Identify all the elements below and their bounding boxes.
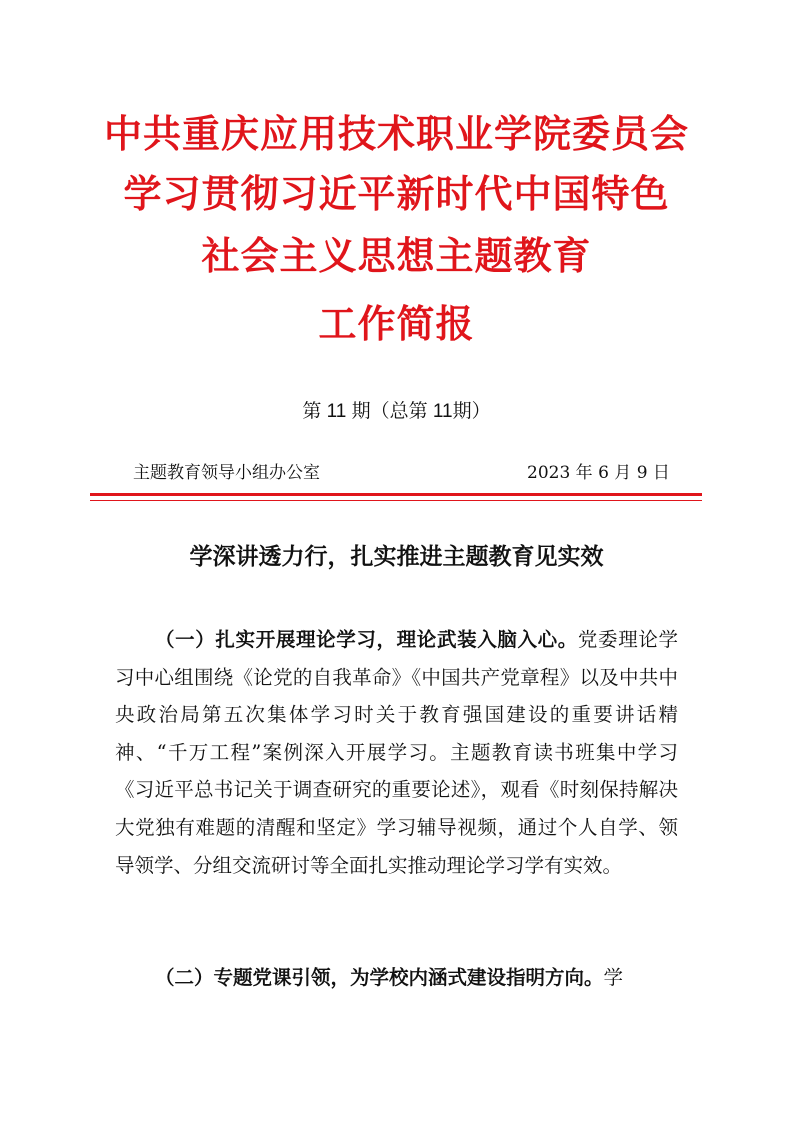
title-line-2: 学习贯彻习近平新时代中国特色 [123, 171, 670, 216]
header-divider-thin [90, 500, 702, 501]
issue-date: 2023 年 6 月 9 日 [527, 463, 670, 483]
title-line-1: 中共重庆应用技术职业学院委员会 [103, 111, 689, 156]
title-line-3: 社会主义思想主题教育 [201, 233, 592, 278]
issue-number: 第 11 期（总第 11期） [302, 401, 491, 422]
paragraph-2-lead: （二）专题党课引领，为学校内涵式建设指明方向。 [155, 966, 604, 989]
article-headline: 学深讲透力行，扎实推进主题教育见实效 [189, 544, 604, 570]
header-divider-thick [90, 493, 702, 496]
paragraph-1-text: 党委理论学习中心组围绕《论党的自我革命》《中国共产党章程》以及中共中央政治局第五次集体学习时关于教育强国建设的重要讲话精神、“千万工程”案例深入开展学习。主题教育读书班集中学习《习近平总书记关于调查研究的重要论述》，观看《时刻保持解决大党独有难题的清醒和坚定》学习辅导视频，通过个人自学、领导领学、分组交流研讨等全面扎实推动理论学习学有实效。 [115, 628, 678, 877]
title-line-4: 工作简报 [318, 301, 475, 346]
paragraph-2 [115, 959, 678, 997]
paragraph-1 [115, 621, 678, 884]
issuing-office: 主题教育领导小组办公室 [133, 463, 320, 483]
paragraph-1-lead: （一）扎实开展理论学习，理论武装入脑入心。 [155, 628, 578, 651]
paragraph-2-text: 学 [603, 966, 624, 989]
